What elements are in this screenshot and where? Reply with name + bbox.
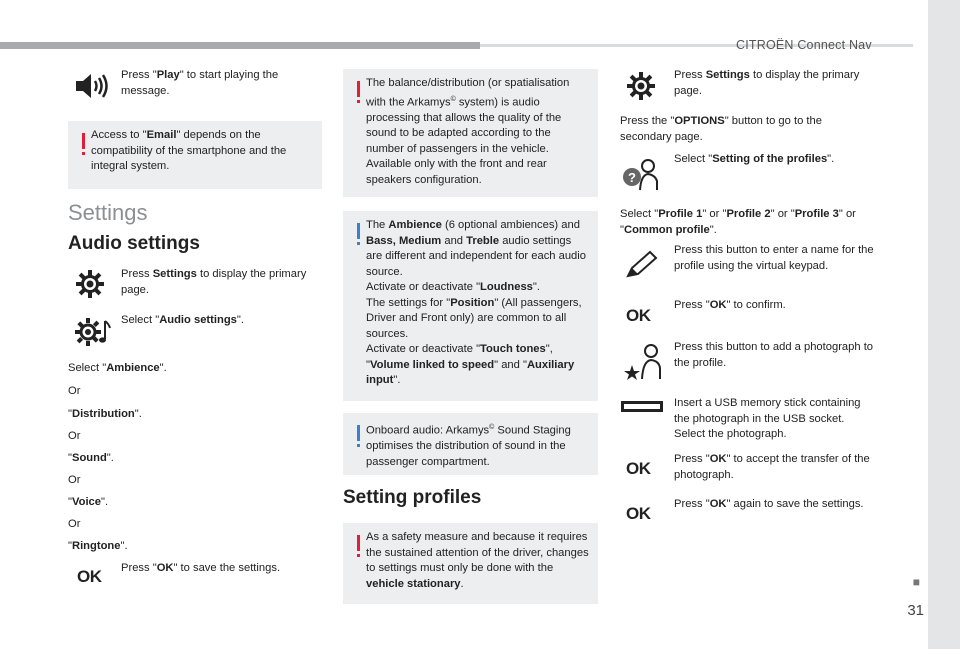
or-label: Or bbox=[68, 518, 81, 530]
select-ambience: Select "Ambience". bbox=[68, 362, 167, 374]
note-ambience bbox=[343, 211, 598, 401]
ok-icon: OK bbox=[626, 459, 651, 478]
warning-mark-icon bbox=[82, 133, 85, 149]
press-ok-confirm: Press "OK" to confirm. bbox=[674, 299, 786, 311]
info-mark-icon bbox=[357, 425, 360, 441]
section-title: Settings bbox=[68, 200, 148, 225]
add-photo-instruction: Press this button to add a photograph to the profile. bbox=[674, 341, 874, 369]
gear-music-icon bbox=[74, 317, 114, 347]
gear-icon bbox=[627, 72, 655, 100]
ok-icon: OK bbox=[626, 504, 651, 523]
ok-icon: OK bbox=[626, 306, 651, 325]
press-settings-instruction: Press Settings to display the primary page. bbox=[121, 268, 307, 296]
profile-question-icon bbox=[620, 157, 664, 191]
subsection-title: Audio settings bbox=[68, 233, 200, 254]
note-balance bbox=[343, 69, 598, 197]
profiles-title: Setting profiles bbox=[343, 487, 482, 508]
option-ringtone: "Ringtone". bbox=[68, 540, 128, 552]
warning-mark-icon bbox=[357, 535, 360, 551]
ok-icon: OK bbox=[77, 567, 102, 586]
pencil-icon bbox=[624, 250, 660, 280]
note-onboard-text: Onboard audio: Arkamys© Sound Staging optimises the distribution of sound in the passenger compartment. bbox=[366, 424, 571, 468]
note-email-text: Access to "Email" depends on the compatibility of the smartphone and the integral system. bbox=[91, 129, 287, 172]
option-sound: "Sound". bbox=[68, 452, 114, 464]
select-profile-settings: Select "Setting of the profiles". bbox=[674, 153, 835, 165]
page-side-strip bbox=[928, 0, 960, 649]
option-voice: "Voice". bbox=[68, 496, 109, 508]
play-instruction: Press "Play" to start playing the message. bbox=[121, 69, 279, 97]
header-rule-dark bbox=[0, 42, 480, 49]
press-ok-accept: Press "OK" to accept the transfer of the photograph. bbox=[674, 453, 870, 481]
gear-icon bbox=[76, 270, 104, 298]
note-safety-text: As a safety measure and because it requires the sustained attention of the driver, changes to settings must only be done with the vehicle stationary. bbox=[366, 531, 589, 590]
press-ok-save: Press "OK" to save the settings. bbox=[121, 562, 281, 574]
note-onboard-audio bbox=[343, 413, 598, 475]
or-label: Or bbox=[68, 430, 81, 442]
press-ok-again: Press "OK" again to save the settings. bbox=[674, 498, 864, 510]
note-email bbox=[68, 121, 322, 189]
note-safety bbox=[343, 523, 598, 604]
select-audio-settings: Select "Audio settings". bbox=[121, 314, 244, 326]
options-instruction: Press the "OPTIONS" button to go to the secondary page. bbox=[620, 115, 822, 143]
note-ambience-text: The Ambience (6 optional ambiences) and Bass, Medium and Treble audio settings are different and independent for each audio source. Activate or deactivate "Loudness". The settings for "Position" (All passengers, Driver and Front only) are common to all sources. Activate or deactivate "Touch tones", "Volume linked to speed" and "Auxiliary input". bbox=[366, 219, 586, 386]
header-title: CITROËN Connect Nav bbox=[736, 38, 872, 52]
note-balance-text: The balance/distribution (or spatialisation with the Arkamys© system) is audio processing that allows the quality of the sound to be adapted according to the number of passengers in the vehicle. Available only with the front and rear speakers configuration. bbox=[366, 77, 570, 186]
end-mark: ■ bbox=[912, 575, 920, 589]
usb-stick-icon bbox=[621, 401, 663, 412]
svg-text:?: ? bbox=[628, 170, 636, 185]
or-label: Or bbox=[68, 474, 81, 486]
speaker-icon bbox=[74, 70, 110, 102]
page-number: 31 bbox=[907, 602, 924, 619]
or-label: Or bbox=[68, 385, 81, 397]
info-mark-icon bbox=[357, 223, 360, 239]
select-profile-number: Select "Profile 1" or "Profile 2" or "Profile 3" or "Common profile". bbox=[620, 208, 856, 236]
enter-name-instruction: Press this button to enter a name for the profile using the virtual keypad. bbox=[674, 244, 874, 272]
profile-star-icon bbox=[624, 343, 664, 381]
option-distribution: "Distribution". bbox=[68, 408, 142, 420]
usb-instruction: Insert a USB memory stick containing the photograph in the USB socket. Select the photograph. bbox=[674, 397, 861, 440]
warning-mark-icon bbox=[357, 81, 360, 97]
press-settings-primary: Press Settings to display the primary page. bbox=[674, 69, 860, 97]
